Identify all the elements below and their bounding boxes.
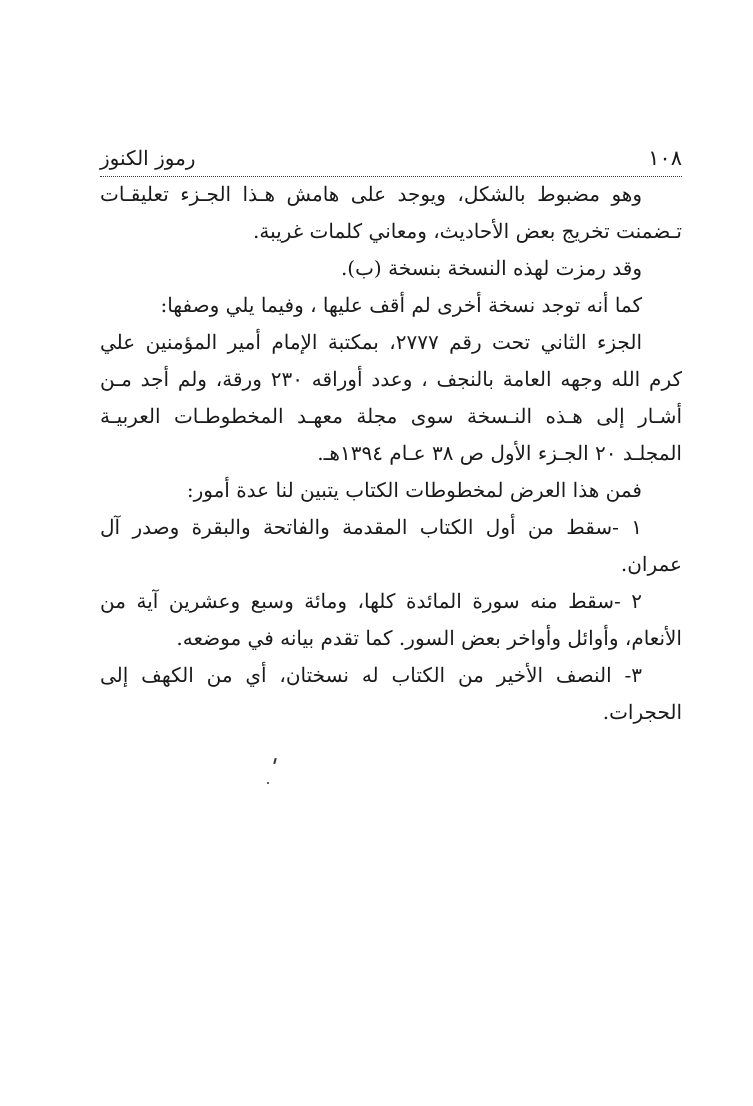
list-item-1: ١ -سقط من أول الكتاب المقدمة والفاتحة والبقرة وصدر آل عمران. xyxy=(100,515,682,576)
running-header xyxy=(100,142,682,177)
paragraph-manuscript-description: وهو مضبوط بالشكل، ويوجد على هامش هـذا الجـزء تعليقـات تـضمنت تخريج بعض الأحاديث، ومعاني كلمات غريبة. xyxy=(100,182,682,243)
body-text xyxy=(100,176,682,731)
paragraph-other-copy-details: الجزء الثاني تحت رقم ٢٧٧٧، بمكتبة الإمام أمير المؤمنين علي كرم الله وجهه العامة بالنجف ، وعدد أوراقه ٢٣٠ ورقة، ولم أجد مـن أشـار إلى هـذه النـسخة سوى مجلة معهـد المخطوطـات العربيـة المجلـد ٢٠ الجـزء الأول ص ٣٨ عـام ١٣٩٤هـ. xyxy=(100,330,682,465)
list-item-2: ٢ -سقط منه سورة المائدة كلها، ومائة وسبع وعشرين آية من الأنعام، وأوائل وأواخر بعض السور. كما تقدم بيانه في موضعه. xyxy=(100,589,682,650)
scan-specks xyxy=(265,758,281,790)
speck-mark xyxy=(273,758,276,764)
paragraph-conclusions-intro: فمن هذا العرض لمخطوطات الكتاب يتبين لنا عدة أمور: xyxy=(186,478,642,502)
paragraph-other-copy-intro: كما أنه توجد نسخة أخرى لم أقف عليها ، وفيما يلي وصفها: xyxy=(160,293,642,317)
book-title: رموز الكنوز xyxy=(100,146,196,170)
list-item-3: ٣- النصف الأخير من الكتاب له نسختان، أي من الكهف إلى الحجرات. xyxy=(100,663,682,724)
paragraph-manuscript-symbol: وقد رمزت لهذه النسخة بنسخة (ب). xyxy=(340,256,642,280)
page-number: ١٠٨ xyxy=(648,146,682,170)
speck-dot xyxy=(267,782,269,784)
